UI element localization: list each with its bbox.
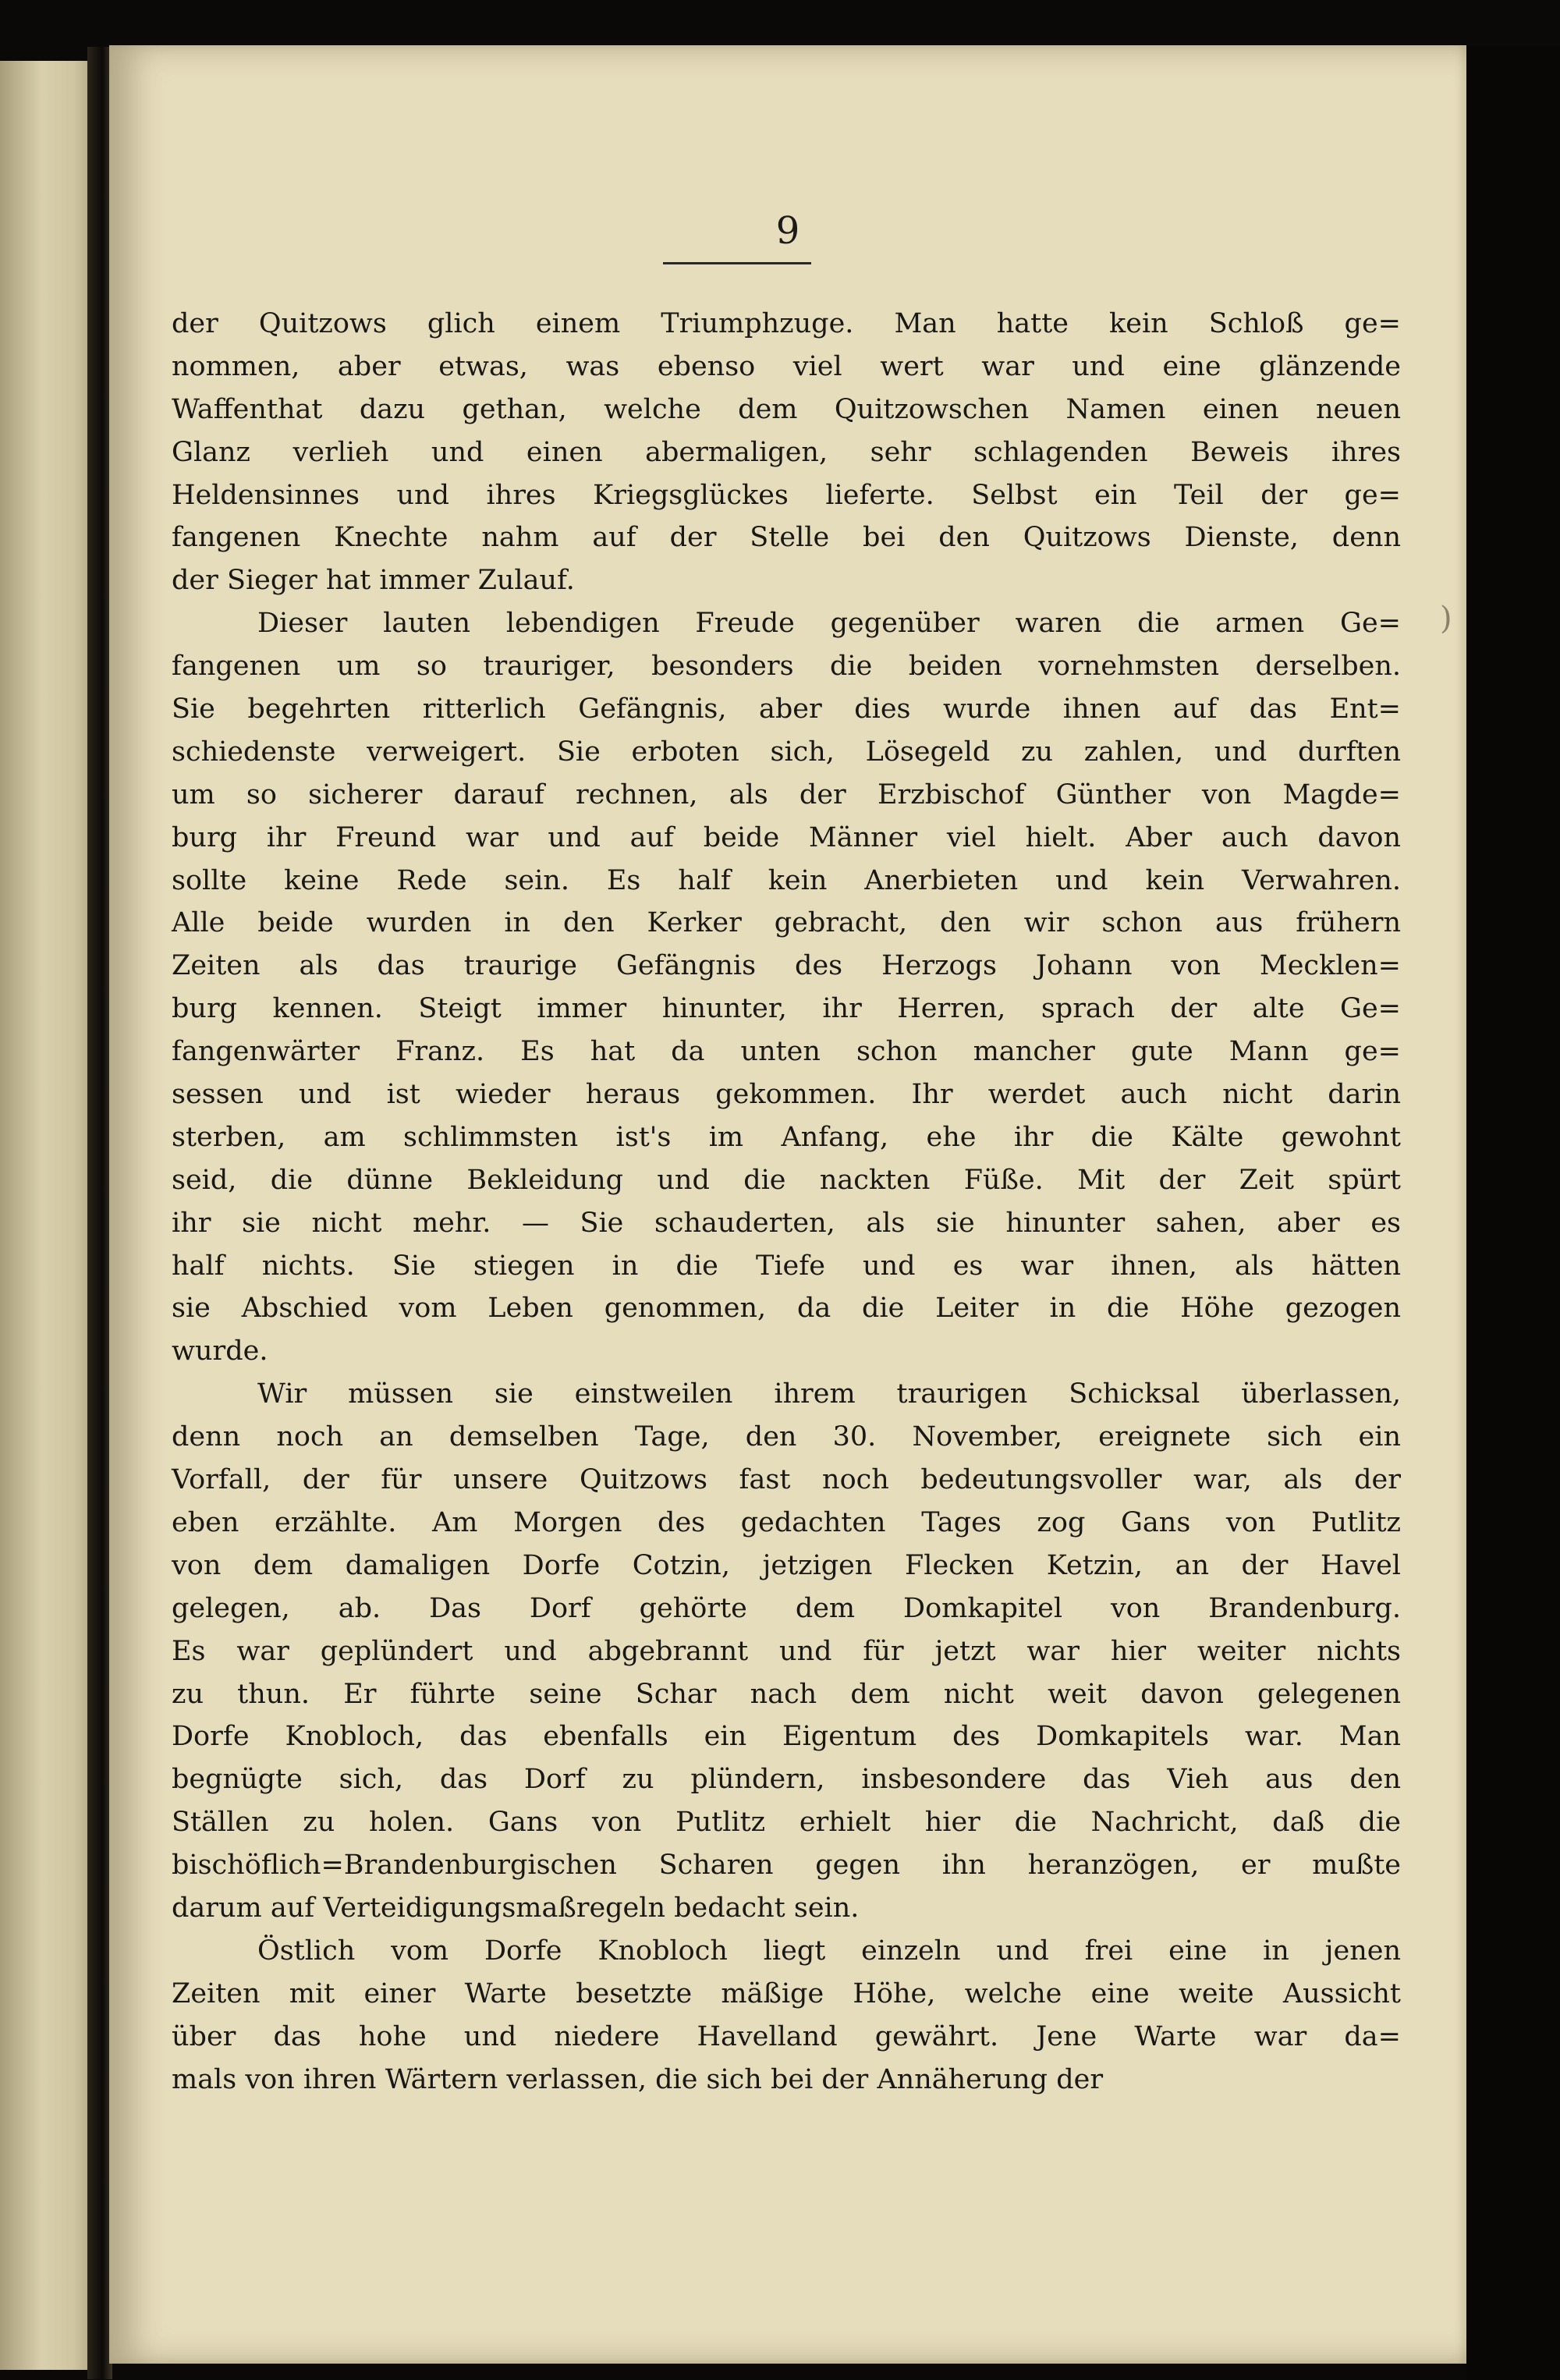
text-line: sessen und ist wieder heraus gekommen. Ihr werdet auch nicht darin	[172, 1079, 1401, 1111]
text-line: Zeiten mit einer Warte besetzte mäßige Höhe, welche eine weite Aussicht	[172, 1977, 1401, 2009]
paragraph	[172, 1373, 1401, 1930]
text-line: Wir müssen sie einstweilen ihrem traurigen Schicksal überlassen,	[257, 1378, 1401, 1410]
text-line: schiedenste verweigert. Sie erboten sich, Lösegeld zu zahlen, und durften	[172, 736, 1401, 768]
text-line: Östlich vom Dorfe Knobloch liegt einzeln und frei eine in jenen	[257, 1935, 1401, 1967]
text-line: über das hohe und niedere Havelland gewährt. Jene Warte war da=	[172, 2020, 1401, 2052]
text-line: Heldensinnes und ihres Kriegsglückes lieferte. Selbst ein Teil der ge=	[172, 479, 1401, 511]
text-line: gelegen, ab. Das Dorf gehörte dem Domkapitel von Brandenburg.	[172, 1592, 1401, 1624]
text-line: Sie begehrten ritterlich Gefängnis, aber dies wurde ihnen auf das Ent=	[172, 693, 1401, 725]
text-line: zu thun. Er führte seine Schar nach dem nicht weit davon gelegenen	[172, 1678, 1401, 1710]
text-line: Waffenthat dazu gethan, welche dem Quitzowschen Namen einen neuen	[172, 393, 1401, 425]
text-line: wurde.	[172, 1335, 268, 1367]
text-line: bischöflich=Brandenburgischen Scharen gegen ihn heranzögen, er mußte	[172, 1850, 1401, 1882]
page-number: 9	[775, 209, 800, 253]
text-line: denn noch an demselben Tage, den 30. November, ereignete sich ein	[172, 1421, 1401, 1453]
text-line: der Sieger hat immer Zulauf.	[172, 565, 575, 597]
text-line: seid, die dünne Bekleidung und die nackten Füße. Mit der Zeit spürt	[172, 1164, 1401, 1196]
scan-background	[1466, 45, 1560, 2380]
facing-page-edge	[0, 61, 92, 2370]
text-line: sterben, am schlimmsten ist's im Anfang, ehe ihr die Kälte gewohnt	[172, 1121, 1401, 1153]
text-line: um so sicherer darauf rechnen, als der Erzbischof Günther von Magde=	[172, 779, 1401, 810]
text-line: sie Abschied vom Leben genommen, da die Leiter in die Höhe gezogen	[172, 1293, 1401, 1325]
text-line: mals von ihren Wärtern verlassen, die sich bei der Annäherung der	[172, 2063, 1104, 2095]
text-line: ihr sie nicht mehr. — Sie schauderten, als sie hinunter sahen, aber es	[172, 1207, 1401, 1239]
paragraph	[172, 602, 1401, 1373]
text-line: Glanz verlieh und einen abermaligen, sehr schlagenden Beweis ihres	[172, 436, 1401, 468]
text-line: Vorfall, der für unsere Quitzows fast noch bedeutungsvoller war, als der	[172, 1464, 1401, 1496]
text-line: Ställen zu holen. Gans von Putlitz erhielt hier die Nachricht, daß die	[172, 1807, 1401, 1839]
text-line: fangenen Knechte nahm auf der Stelle bei den Quitzows Dienste, denn	[172, 522, 1401, 554]
text-line: burg kennen. Steigt immer hinunter, ihr Herren, sprach der alte Ge=	[172, 993, 1401, 1025]
page-sheet	[109, 45, 1466, 2364]
text-line: sollte keine Rede sein. Es half kein Anerbieten und kein Verwahren.	[172, 864, 1401, 896]
header-rule	[663, 262, 811, 264]
text-line: fangenen um so trauriger, besonders die beiden vornehmsten derselben.	[172, 651, 1401, 683]
text-line: von dem damaligen Dorfe Cotzin, jetzigen Flecken Ketzin, an der Havel	[172, 1549, 1401, 1581]
text-line: fangenwärter Franz. Es hat da unten schon mancher gute Mann ge=	[172, 1036, 1401, 1068]
text-line: burg ihr Freund war und auf beide Männer viel hielt. Aber auch davon	[172, 821, 1401, 853]
paragraph	[172, 303, 1401, 602]
text-line: half nichts. Sie stiegen in die Tiefe und es war ihnen, als hätten	[172, 1250, 1401, 1282]
text-line: Dorfe Knobloch, das ebenfalls ein Eigentum des Domkapitels war. Man	[172, 1721, 1401, 1753]
text-line: Es war geplündert und abgebrannt und für jetzt war hier weiter nichts	[172, 1635, 1401, 1667]
text-line: begnügte sich, das Dorf zu plündern, insbesondere das Vieh aus den	[172, 1764, 1401, 1796]
text-line: Zeiten als das traurige Gefängnis des Herzogs Johann von Mecklen=	[172, 950, 1401, 982]
body-text	[172, 303, 1401, 2101]
text-line: Dieser lauten lebendigen Freude gegenüber waren die armen Ge=	[257, 608, 1401, 640]
margin-mark: )	[1440, 601, 1452, 637]
text-line: nommen, aber etwas, was ebenso viel wert war und eine glänzende	[172, 350, 1401, 382]
text-line: der Quitzows glich einem Triumphzuge. Man hatte kein Schloß ge=	[172, 308, 1401, 339]
paragraph	[172, 1930, 1401, 2102]
text-line: Alle beide wurden in den Kerker gebracht, den wir schon aus frühern	[172, 907, 1401, 939]
text-line: darum auf Verteidigungsmaßregeln bedacht sein.	[172, 1892, 860, 1924]
text-line: eben erzählte. Am Morgen des gedachten Tages zog Gans von Putlitz	[172, 1506, 1401, 1538]
